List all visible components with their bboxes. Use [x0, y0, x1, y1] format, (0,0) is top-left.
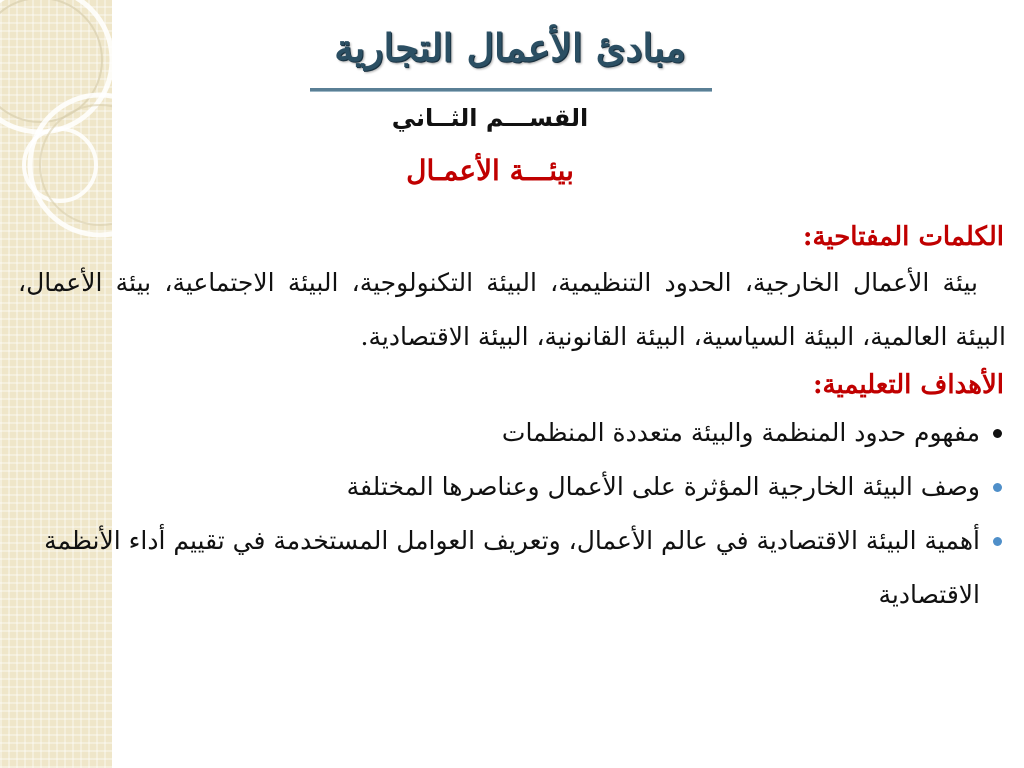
objective-text: أهمية البيئة الاقتصادية في عالم الأعمال، وتعريف العوامل المستخدمة في تقييم أداء الأنظمة الاقتصادية [44, 526, 980, 609]
slide-content [18, 222, 1006, 622]
objective-text: وصف البيئة الخارجية المؤثرة على الأعمال وعناصرها المختلفة [346, 472, 980, 501]
objectives-list [18, 406, 1006, 622]
list-item [18, 406, 1006, 460]
section-title: القســـم الثــاني [391, 104, 589, 132]
blue-dot-icon [993, 537, 1002, 546]
keywords-text: بيئة الأعمال الخارجية، الحدود التنظيمية، البيئة التكنولوجية، البيئة الاجتماعية، بيئة الأعمال، البيئة العالمية، البيئة السياسية، البيئة القانونية، البيئة الاقتصادية. [18, 268, 1006, 351]
title-underline [310, 88, 712, 92]
list-item [18, 514, 1006, 622]
keywords-heading: الكلمات المفتاحية: [802, 222, 1004, 252]
section-subtitle: بيئـــة الأعمـال [406, 154, 574, 187]
blue-dot-icon [993, 483, 1002, 492]
objectives-heading: الأهداف التعليمية: [812, 370, 1004, 400]
slide-title: مبادئ الأعمال التجارية [334, 25, 686, 70]
black-dot-icon [993, 429, 1002, 438]
objective-text: مفهوم حدود المنظمة والبيئة متعددة المنظمات [501, 418, 980, 447]
list-item [18, 460, 1006, 514]
